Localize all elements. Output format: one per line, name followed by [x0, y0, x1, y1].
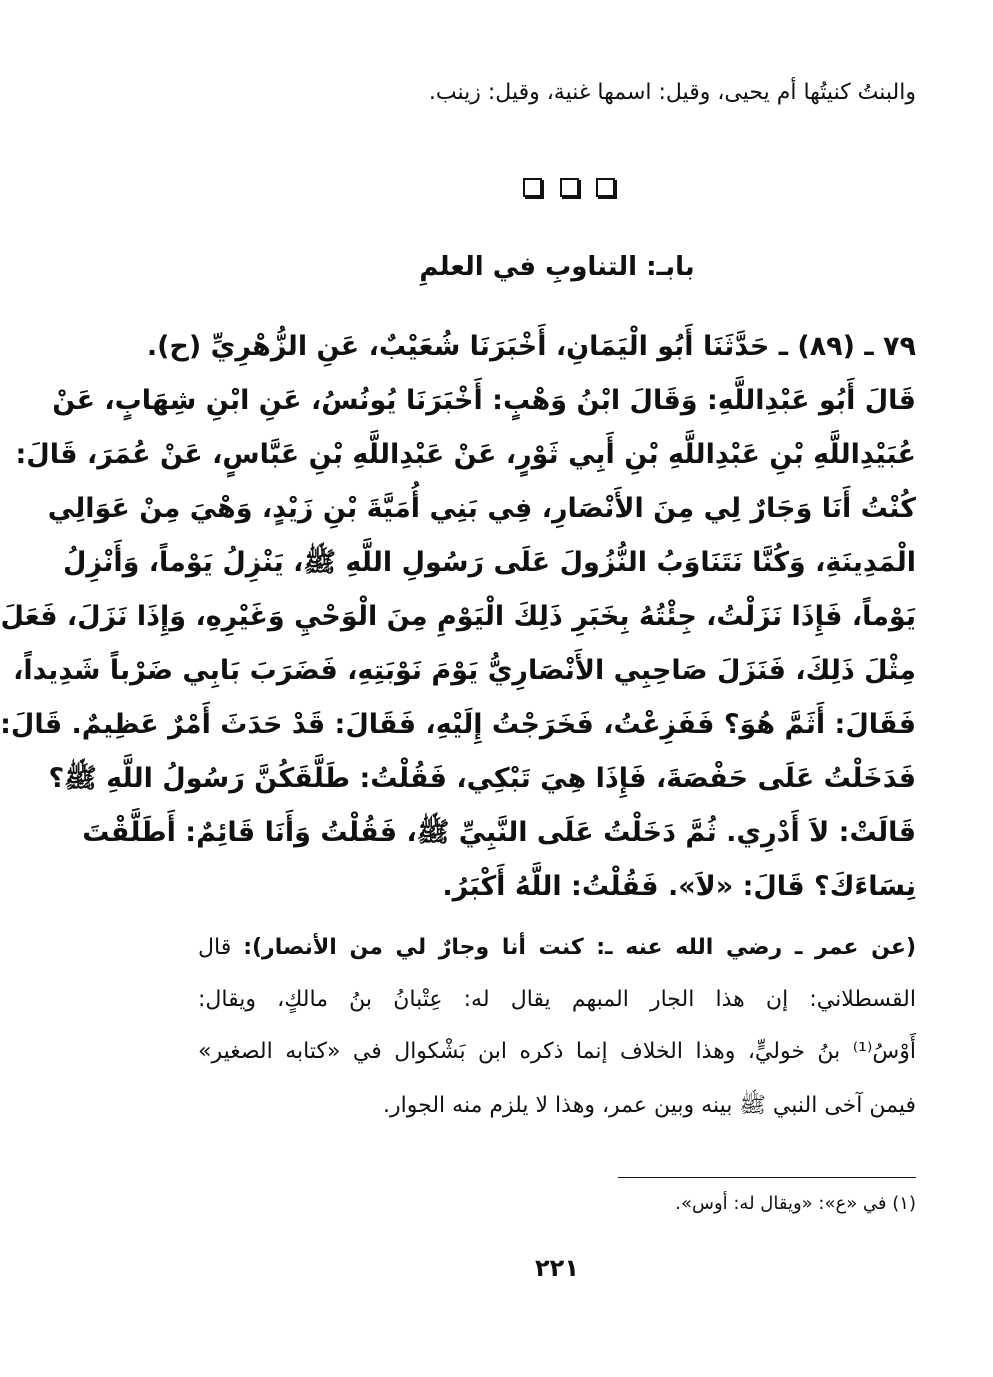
hadith-line: فَدَخَلْتُ عَلَى حَفْصَةَ، فَإِذَا هِيَ تَبْكِي، فَقُلْتُ: طَلَّقَكُنَّ رَسُولُ اللَّهِ ﷺ؟	[48, 763, 916, 794]
footnote-separator	[618, 1177, 916, 1178]
hadith-line: قَالَتْ: لاَ أَدْرِي. ثُمَّ دَخَلْتُ عَلَى النَّبِيِّ ﷺ، فَقُلْتُ وَأَنَا قَائِمٌ: أَطَلَّقْتَ	[82, 817, 916, 848]
hadith-line: الْمَدِينَةِ، وَكُنَّا نَتَنَاوَبُ النُّزُولَ عَلَى رَسُولِ اللَّهِ ﷺ، يَنْزِلُ يَوْماً، وَأَنْزِلُ	[62, 547, 916, 578]
commentary-line	[198, 928, 916, 968]
hadith-line: قَالَ أَبُو عَبْدِاللَّهِ: وَقَالَ ابْنُ وَهْبٍ: أَخْبَرَنَا يُونُسُ، عَنِ ابْنِ شِهَابٍ، عَنْ	[52, 385, 916, 416]
hadith-line: ٧٩ ـ (٨٩) ـ حَدَّثَنَا أَبُو الْيَمَانِ، أَخْبَرَنَا شُعَيْبٌ، عَنِ الزُّهْرِيِّ (ح).	[146, 331, 916, 362]
square-ornament-icon	[523, 178, 542, 197]
commentary-line: أَوْسُ⁽¹⁾ بنُ خوليٍّ، وهذا الخلاف إنما ذكره ابن بَشْكوال في «كتابه الصغير»	[198, 1039, 916, 1064]
hadith-line: مِثْلَ ذَلِكَ، فَنَزَلَ صَاحِبِي الأَنْصَارِيُّ يَوْمَ نَوْبَتِهِ، فَضَرَبَ بَابِي ضَرْباً شَدِيداً،	[13, 655, 916, 686]
square-ornament-icon	[596, 178, 615, 197]
commentary-line: فيمن آخى النبي ﷺ بينه وبين عمر، وهذا لا يلزم منه الجوار.	[383, 1093, 916, 1118]
preceding-text-line: والبنتُ كنيتُها أم يحيى، وقيل: اسمها غنية، وقيل: زينب.	[428, 80, 916, 105]
hadith-line: عُبَيْدِاللَّهِ بْنِ عَبْدِاللَّهِ بْنِ أَبِي ثَوْرٍ، عَنْ عَبْدِاللَّهِ بْنِ عَبَّاسٍ، عَنْ عُمَرَ، قَالَ:	[15, 439, 916, 470]
hadith-line: يَوْماً، فَإِذَا نَزَلْتُ، جِئْتُهُ بِخَبَرِ ذَلِكَ الْيَوْمِ مِنَ الْوَحْيِ وَغَيْرِهِ، وَإِذَا نَزَلَ، فَعَلَ	[0, 601, 916, 632]
footnote: (١) في «ع»: «ويقال له: أوس».	[675, 1193, 916, 1214]
hadith-line: نِسَاءَكَ؟ قَالَ: «لاَ». فَقُلْتُ: اللَّهُ أَكْبَرُ.	[442, 871, 916, 902]
hadith-line: كُنْتُ أَنَا وَجَارٌ لِي مِنَ الأَنْصَارِ، فِي بَنِي أُمَيَّةَ بْنِ زَيْدٍ، وَهْيَ مِنْ عَوَالِي	[47, 493, 916, 524]
square-ornament-icon	[560, 178, 579, 197]
page-number: ٢٢١	[535, 1254, 579, 1282]
commentary-line: القسطلاني: إن هذا الجار المبهم يقال له: عِتْبانُ بنُ مالكٍ، ويقال:	[198, 987, 916, 1012]
chapter-title: بابـ: التناوبِ في العلمِ	[419, 252, 695, 282]
hadith-line: فَقَالَ: أَثَمَّ هُوَ؟ فَفَزِعْتُ، فَخَرَجْتُ إِلَيْهِ، فَقَالَ: قَدْ حَدَثَ أَمْرٌ عَظِيمٌ. قَالَ:	[0, 709, 916, 740]
commentary-text: قال	[198, 935, 232, 960]
section-divider-ornament	[523, 178, 615, 200]
commentary-quoted-phrase: (عن عمر ـ رضي الله عنه ـ: كنت أنا وجارٌ لي من الأنصار):	[243, 935, 916, 960]
